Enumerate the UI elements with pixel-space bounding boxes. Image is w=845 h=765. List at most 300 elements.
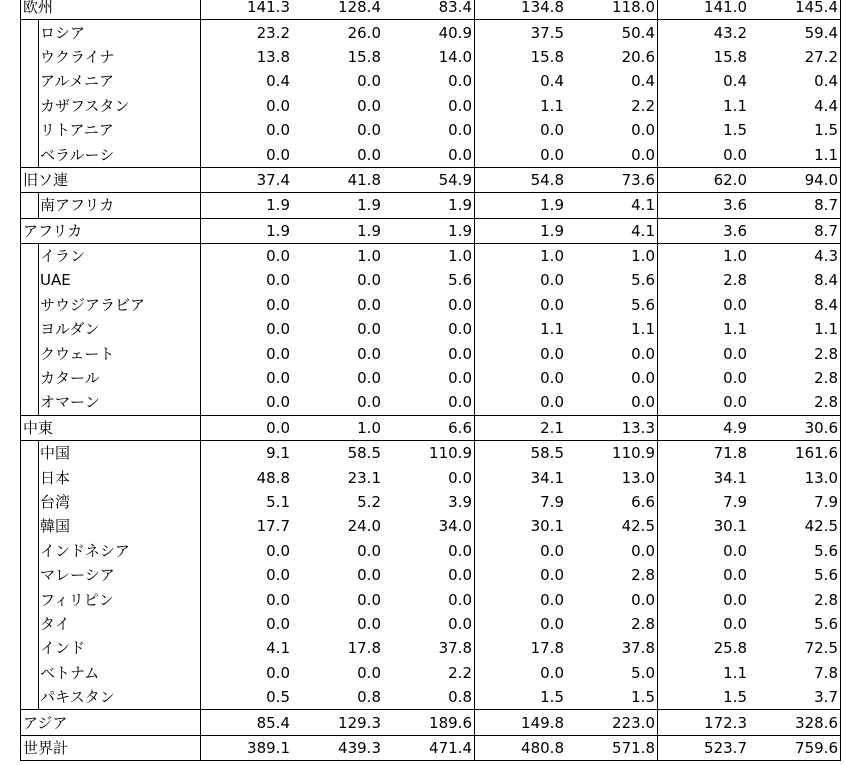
value-cell: 1.5 bbox=[566, 685, 658, 710]
value-cell: 0.0 bbox=[540, 344, 564, 363]
region-name bbox=[21, 167, 201, 192]
region-total-row bbox=[21, 0, 841, 20]
row-label: 中国 bbox=[40, 444, 71, 463]
value-cell: 48.8 bbox=[256, 468, 290, 487]
country-row bbox=[21, 661, 841, 685]
indent-border bbox=[38, 390, 39, 414]
value-cell: 471.4 bbox=[383, 735, 475, 760]
value-cell: 0.0 bbox=[357, 320, 381, 339]
row-label: アルメニア bbox=[40, 72, 114, 91]
country-row bbox=[21, 441, 841, 466]
value-cell: 3.9 bbox=[383, 490, 475, 514]
country-name bbox=[21, 661, 201, 685]
value-cell: 1.9 bbox=[475, 218, 567, 243]
row-label: ベラルーシ bbox=[40, 145, 115, 164]
value-cell: 0.0 bbox=[357, 72, 381, 91]
value-cell: 1.1 bbox=[723, 320, 747, 339]
value-cell: 0.0 bbox=[723, 541, 747, 560]
value-cell: 3.6 bbox=[658, 218, 750, 243]
value-cell: 0.0 bbox=[383, 563, 475, 587]
value-cell: 0.0 bbox=[566, 118, 658, 142]
country-row bbox=[21, 685, 841, 710]
value-cell: 1.9 bbox=[201, 218, 293, 243]
indent-border bbox=[38, 293, 39, 317]
region-total-row bbox=[21, 218, 841, 243]
value-cell: 23.2 bbox=[256, 23, 290, 42]
country-row bbox=[21, 366, 841, 390]
value-cell: 0.0 bbox=[540, 295, 564, 314]
value-cell: 0.0 bbox=[357, 96, 381, 115]
value-cell: 0.0 bbox=[540, 121, 564, 140]
value-cell: 1.9 bbox=[383, 218, 475, 243]
value-cell: 141.0 bbox=[658, 0, 750, 20]
value-cell: 1.0 bbox=[566, 243, 658, 268]
value-cell: 189.6 bbox=[383, 710, 475, 735]
value-cell: 0.0 bbox=[540, 541, 564, 560]
value-cell: 0.0 bbox=[266, 121, 290, 140]
value-cell: 13.0 bbox=[566, 465, 658, 489]
value-cell: 30.1 bbox=[530, 517, 564, 536]
value-cell: 43.2 bbox=[713, 23, 747, 42]
row-label: ヨルダン bbox=[40, 320, 100, 339]
indent-border bbox=[38, 514, 39, 538]
region-total-row bbox=[21, 415, 841, 440]
country-name bbox=[21, 193, 201, 218]
value-cell: 30.1 bbox=[713, 517, 747, 536]
row-label: 欧州 bbox=[23, 0, 54, 17]
value-cell: 34.1 bbox=[713, 468, 747, 487]
country-name bbox=[21, 636, 201, 660]
value-cell: 0.0 bbox=[723, 614, 747, 633]
value-cell: 26.0 bbox=[347, 23, 381, 42]
country-name bbox=[21, 685, 201, 710]
value-cell: 3.7 bbox=[749, 685, 841, 710]
value-cell: 0.0 bbox=[566, 341, 658, 365]
value-cell: 0.0 bbox=[266, 295, 290, 314]
value-cell: 0.0 bbox=[357, 590, 381, 609]
value-cell: 17.8 bbox=[530, 639, 564, 658]
row-label: 中東 bbox=[23, 418, 54, 437]
value-cell: 23.1 bbox=[347, 468, 381, 487]
country-row bbox=[21, 539, 841, 563]
row-label: ロシア bbox=[40, 23, 86, 42]
row-label: UAE bbox=[40, 271, 71, 290]
value-cell: 0.0 bbox=[266, 320, 290, 339]
row-label: 旧ソ連 bbox=[23, 170, 69, 189]
value-cell: 1.1 bbox=[540, 320, 564, 339]
value-cell: 172.3 bbox=[658, 710, 750, 735]
value-cell: 5.6 bbox=[566, 268, 658, 292]
value-cell: 1.5 bbox=[723, 688, 747, 707]
value-cell: 0.0 bbox=[383, 341, 475, 365]
country-row bbox=[21, 465, 841, 489]
row-label: クウェート bbox=[40, 344, 115, 363]
value-cell: 0.0 bbox=[357, 541, 381, 560]
country-name bbox=[21, 20, 201, 45]
value-cell: 8.4 bbox=[749, 268, 841, 292]
indent-border bbox=[38, 563, 39, 587]
value-cell: 6.6 bbox=[383, 415, 475, 440]
value-cell: 6.6 bbox=[566, 490, 658, 514]
indent-border bbox=[38, 366, 39, 390]
value-cell: 0.0 bbox=[723, 344, 747, 363]
value-cell: 0.0 bbox=[540, 145, 564, 164]
value-cell: 34.0 bbox=[383, 514, 475, 538]
value-cell: 9.1 bbox=[266, 444, 290, 463]
value-cell: 72.5 bbox=[749, 636, 841, 660]
value-cell: 149.8 bbox=[475, 710, 567, 735]
country-row bbox=[21, 317, 841, 341]
value-cell: 27.2 bbox=[749, 45, 841, 69]
indent-border bbox=[38, 94, 39, 118]
value-cell: 223.0 bbox=[566, 710, 658, 735]
value-cell: 0.0 bbox=[266, 566, 290, 585]
value-cell: 0.0 bbox=[540, 663, 564, 682]
value-cell: 1.9 bbox=[292, 218, 383, 243]
value-cell: 0.0 bbox=[357, 295, 381, 314]
value-cell: 0.4 bbox=[566, 69, 658, 93]
value-cell: 389.1 bbox=[201, 735, 293, 760]
value-cell: 1.5 bbox=[540, 688, 564, 707]
country-row bbox=[21, 514, 841, 538]
value-cell: 0.0 bbox=[540, 271, 564, 290]
value-cell: 1.0 bbox=[292, 415, 383, 440]
value-cell: 0.0 bbox=[383, 465, 475, 489]
value-cell: 1.0 bbox=[357, 247, 381, 266]
row-label: フィリピン bbox=[40, 590, 114, 609]
indent-border bbox=[38, 661, 39, 685]
value-cell: 7.9 bbox=[723, 493, 747, 511]
value-cell: 2.1 bbox=[475, 415, 567, 440]
value-cell: 2.8 bbox=[749, 587, 841, 611]
row-label: タイ bbox=[40, 614, 70, 633]
value-cell: 0.0 bbox=[383, 390, 475, 415]
region-total-row bbox=[21, 167, 841, 192]
value-cell: 1.9 bbox=[383, 193, 475, 218]
value-cell: 141.3 bbox=[201, 0, 293, 20]
value-cell: 0.4 bbox=[266, 72, 290, 91]
value-cell: 0.0 bbox=[723, 369, 747, 388]
value-cell: 571.8 bbox=[566, 735, 658, 760]
row-label: イラン bbox=[40, 247, 86, 266]
value-cell: 5.2 bbox=[357, 493, 381, 511]
value-cell: 1.0 bbox=[540, 247, 564, 266]
indent-border bbox=[38, 539, 39, 563]
value-cell: 0.0 bbox=[383, 118, 475, 142]
value-cell: 110.9 bbox=[383, 441, 475, 466]
row-label: インド bbox=[40, 639, 86, 658]
value-cell: 2.2 bbox=[566, 94, 658, 118]
value-cell: 4.1 bbox=[566, 193, 658, 218]
country-name bbox=[21, 441, 201, 466]
region-name bbox=[21, 735, 201, 760]
country-row bbox=[21, 490, 841, 514]
value-cell: 5.6 bbox=[749, 563, 841, 587]
indent-border bbox=[38, 118, 39, 142]
row-label: アジア bbox=[23, 713, 68, 732]
value-cell: 37.8 bbox=[566, 636, 658, 660]
value-cell: 83.4 bbox=[383, 0, 475, 20]
country-name bbox=[21, 539, 201, 563]
value-cell: 1.1 bbox=[566, 317, 658, 341]
value-cell: 0.0 bbox=[383, 587, 475, 611]
value-cell: 0.0 bbox=[357, 344, 381, 363]
value-cell: 5.6 bbox=[749, 539, 841, 563]
value-cell: 0.0 bbox=[201, 415, 293, 440]
country-name bbox=[21, 366, 201, 390]
indent-border bbox=[38, 465, 39, 489]
value-cell: 14.0 bbox=[383, 45, 475, 69]
value-cell: 0.4 bbox=[723, 72, 747, 91]
value-cell: 13.3 bbox=[566, 415, 658, 440]
value-cell: 94.0 bbox=[749, 167, 841, 192]
value-cell: 17.7 bbox=[256, 517, 290, 536]
value-cell: 13.0 bbox=[749, 465, 841, 489]
country-name bbox=[21, 612, 201, 636]
value-cell: 42.5 bbox=[749, 514, 841, 538]
country-name bbox=[21, 563, 201, 587]
value-cell: 439.3 bbox=[292, 735, 383, 760]
value-cell: 0.0 bbox=[357, 663, 381, 682]
value-cell: 0.4 bbox=[749, 69, 841, 93]
value-cell: 0.0 bbox=[383, 69, 475, 93]
value-cell: 34.1 bbox=[530, 468, 564, 487]
value-cell: 0.0 bbox=[266, 590, 290, 609]
indent-border bbox=[38, 268, 39, 292]
country-name bbox=[21, 465, 201, 489]
value-cell: 4.4 bbox=[749, 94, 841, 118]
value-cell: 2.8 bbox=[566, 563, 658, 587]
value-cell: 0.0 bbox=[566, 390, 658, 415]
value-cell: 118.0 bbox=[566, 0, 658, 20]
value-cell: 0.0 bbox=[383, 539, 475, 563]
country-row bbox=[21, 20, 841, 45]
value-cell: 4.1 bbox=[566, 218, 658, 243]
value-cell: 0.0 bbox=[383, 612, 475, 636]
value-cell: 2.2 bbox=[383, 661, 475, 685]
value-cell: 0.0 bbox=[383, 94, 475, 118]
value-cell: 71.8 bbox=[713, 444, 747, 463]
country-name bbox=[21, 45, 201, 69]
indent-border bbox=[38, 193, 39, 217]
country-row bbox=[21, 94, 841, 118]
value-cell: 1.5 bbox=[723, 121, 747, 140]
value-cell: 59.4 bbox=[749, 20, 841, 45]
value-cell: 0.0 bbox=[266, 369, 290, 388]
country-row bbox=[21, 268, 841, 292]
indent-border bbox=[38, 612, 39, 636]
region-name bbox=[21, 0, 201, 20]
value-cell: 0.0 bbox=[723, 590, 747, 609]
country-row bbox=[21, 612, 841, 636]
value-cell: 110.9 bbox=[566, 441, 658, 466]
country-row bbox=[21, 45, 841, 69]
country-name bbox=[21, 341, 201, 365]
row-label: マレーシア bbox=[40, 566, 115, 585]
value-cell: 37.5 bbox=[530, 23, 564, 42]
value-cell: 759.6 bbox=[749, 735, 841, 760]
value-cell: 54.9 bbox=[383, 167, 475, 192]
country-row bbox=[21, 293, 841, 317]
country-row bbox=[21, 142, 841, 167]
value-cell: 0.0 bbox=[383, 317, 475, 341]
country-name bbox=[21, 94, 201, 118]
value-cell: 62.0 bbox=[658, 167, 750, 192]
indent-border bbox=[38, 441, 39, 465]
row-label: 日本 bbox=[40, 468, 71, 487]
country-row bbox=[21, 563, 841, 587]
region-name bbox=[21, 710, 201, 735]
value-cell: 0.0 bbox=[266, 344, 290, 363]
value-cell: 0.0 bbox=[357, 614, 381, 633]
value-cell: 161.6 bbox=[749, 441, 841, 466]
value-cell: 0.0 bbox=[266, 614, 290, 633]
value-cell: 145.4 bbox=[749, 0, 841, 20]
value-cell: 5.6 bbox=[749, 612, 841, 636]
indent-border bbox=[38, 636, 39, 660]
value-cell: 0.0 bbox=[357, 121, 381, 140]
value-cell: 2.8 bbox=[749, 341, 841, 365]
value-cell: 328.6 bbox=[749, 710, 841, 735]
country-name bbox=[21, 142, 201, 167]
table-body bbox=[21, 0, 841, 761]
value-cell: 0.5 bbox=[266, 688, 290, 707]
value-cell: 1.1 bbox=[540, 96, 564, 115]
region-total-row bbox=[21, 710, 841, 735]
indent-border bbox=[38, 20, 39, 44]
row-label: アフリカ bbox=[23, 221, 83, 240]
value-cell: 0.0 bbox=[723, 566, 747, 585]
value-cell: 1.9 bbox=[266, 196, 290, 215]
value-cell: 0.0 bbox=[540, 590, 564, 609]
value-cell: 7.9 bbox=[540, 493, 564, 511]
value-cell: 0.0 bbox=[266, 663, 290, 682]
row-label: カザフスタン bbox=[40, 96, 130, 115]
value-cell: 5.6 bbox=[383, 268, 475, 292]
value-cell: 58.5 bbox=[530, 444, 564, 463]
row-label: リトアニア bbox=[40, 121, 114, 140]
value-cell: 128.4 bbox=[292, 0, 383, 20]
value-cell: 523.7 bbox=[658, 735, 750, 760]
value-cell: 4.9 bbox=[658, 415, 750, 440]
value-cell: 1.0 bbox=[723, 247, 747, 266]
value-cell: 5.6 bbox=[566, 293, 658, 317]
value-cell: 0.8 bbox=[357, 688, 381, 707]
value-cell: 0.0 bbox=[357, 271, 381, 290]
row-label: ベトナム bbox=[40, 663, 100, 682]
row-label: インドネシア bbox=[40, 541, 130, 560]
value-cell: 1.1 bbox=[723, 96, 747, 115]
indent-border bbox=[38, 685, 39, 709]
value-cell: 0.0 bbox=[383, 142, 475, 167]
value-cell: 0.0 bbox=[357, 369, 381, 388]
row-label: オマーン bbox=[40, 393, 100, 412]
indent-border bbox=[38, 341, 39, 365]
country-row bbox=[21, 587, 841, 611]
row-label: 韓国 bbox=[40, 517, 71, 536]
value-cell: 0.0 bbox=[357, 145, 381, 164]
country-name bbox=[21, 268, 201, 292]
value-cell: 4.1 bbox=[266, 639, 290, 658]
value-cell: 0.0 bbox=[266, 271, 290, 290]
value-cell: 0.0 bbox=[266, 145, 290, 164]
value-cell: 0.0 bbox=[540, 566, 564, 585]
country-row bbox=[21, 69, 841, 93]
indent-border bbox=[38, 244, 39, 268]
region-name bbox=[21, 415, 201, 440]
value-cell: 0.0 bbox=[383, 366, 475, 390]
value-cell: 7.9 bbox=[749, 490, 841, 514]
row-label: 南アフリカ bbox=[40, 196, 115, 215]
country-name bbox=[21, 243, 201, 268]
value-cell: 1.0 bbox=[383, 243, 475, 268]
indent-border bbox=[38, 142, 39, 166]
country-name bbox=[21, 390, 201, 415]
row-label: カタール bbox=[40, 369, 100, 388]
value-cell: 1.9 bbox=[540, 196, 564, 215]
value-cell: 0.0 bbox=[723, 295, 747, 314]
value-cell: 85.4 bbox=[201, 710, 293, 735]
value-cell: 42.5 bbox=[566, 514, 658, 538]
value-cell: 0.0 bbox=[266, 541, 290, 560]
country-row bbox=[21, 390, 841, 415]
value-cell: 5.0 bbox=[566, 661, 658, 685]
value-cell: 7.8 bbox=[749, 661, 841, 685]
value-cell: 4.3 bbox=[749, 243, 841, 268]
value-cell: 0.4 bbox=[540, 72, 564, 91]
indent-border bbox=[38, 587, 39, 611]
value-cell: 3.6 bbox=[723, 196, 747, 215]
country-name bbox=[21, 317, 201, 341]
value-cell: 0.0 bbox=[566, 142, 658, 167]
value-cell: 0.0 bbox=[540, 393, 564, 412]
row-label: 台湾 bbox=[40, 493, 71, 511]
value-cell: 13.8 bbox=[256, 47, 290, 66]
value-cell: 8.7 bbox=[749, 218, 841, 243]
row-label: ウクライナ bbox=[40, 47, 115, 66]
value-cell: 0.8 bbox=[383, 685, 475, 710]
value-cell: 40.9 bbox=[383, 20, 475, 45]
row-label: パキスタン bbox=[40, 688, 115, 707]
value-cell: 17.8 bbox=[347, 639, 381, 658]
data-table bbox=[20, 0, 841, 761]
row-label: 世界計 bbox=[23, 738, 69, 757]
indent-border bbox=[38, 69, 39, 93]
indent-border bbox=[38, 317, 39, 341]
value-cell: 15.8 bbox=[347, 47, 381, 66]
country-name bbox=[21, 69, 201, 93]
value-cell: 2.8 bbox=[749, 390, 841, 415]
value-cell: 73.6 bbox=[566, 167, 658, 192]
country-name bbox=[21, 514, 201, 538]
value-cell: 37.4 bbox=[201, 167, 293, 192]
country-name bbox=[21, 118, 201, 142]
value-cell: 1.1 bbox=[749, 317, 841, 341]
value-cell: 0.0 bbox=[266, 96, 290, 115]
value-cell: 0.0 bbox=[266, 393, 290, 412]
value-cell: 15.8 bbox=[713, 47, 747, 66]
value-cell: 54.8 bbox=[475, 167, 567, 192]
country-row bbox=[21, 341, 841, 365]
country-name bbox=[21, 587, 201, 611]
indent-border bbox=[38, 45, 39, 69]
value-cell: 1.1 bbox=[749, 142, 841, 167]
value-cell: 0.0 bbox=[723, 145, 747, 164]
country-name bbox=[21, 293, 201, 317]
indent-border bbox=[38, 490, 39, 514]
value-cell: 5.1 bbox=[266, 493, 290, 511]
grand-total-row bbox=[21, 735, 841, 760]
